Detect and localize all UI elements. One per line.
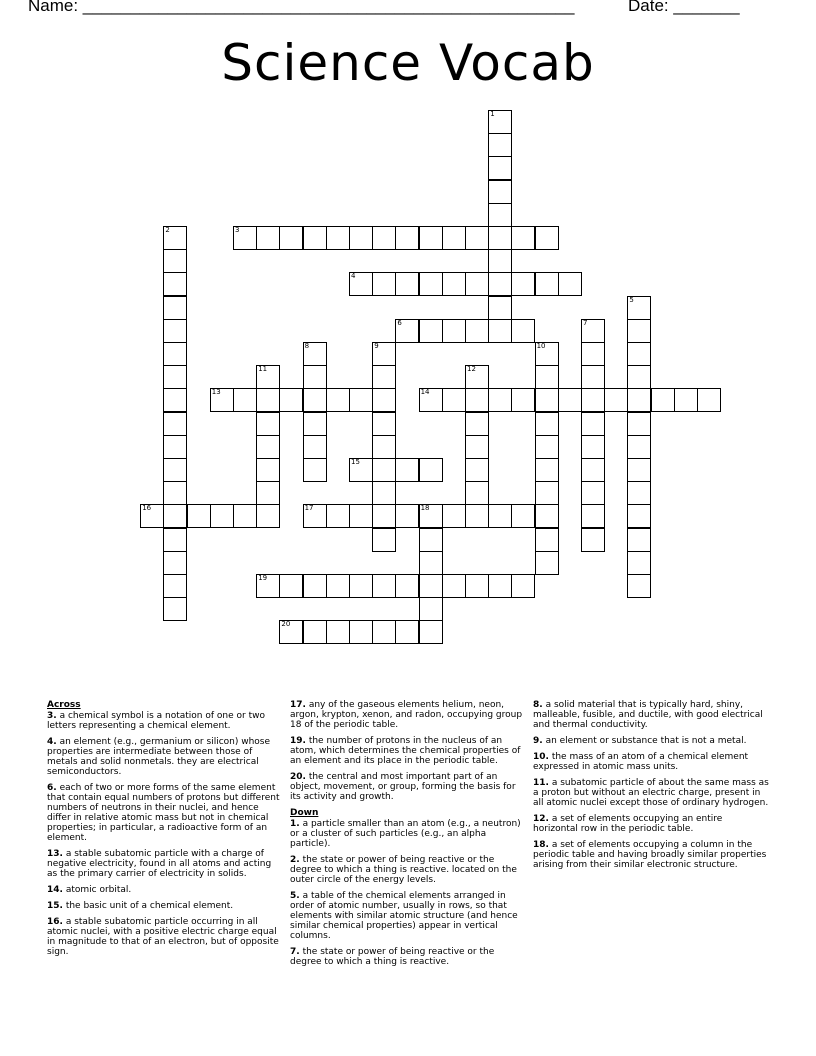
cell-number: 19 xyxy=(258,574,268,582)
clue-item xyxy=(47,917,283,957)
crossword-cell[interactable] xyxy=(256,226,280,250)
date-line: Date: _______ xyxy=(628,0,740,15)
crossword-cell[interactable] xyxy=(303,620,327,644)
crossword-cell[interactable] xyxy=(279,388,303,412)
crossword-cell[interactable] xyxy=(163,226,187,250)
crossword-cell[interactable] xyxy=(419,226,443,250)
cell-number: 9 xyxy=(374,342,379,350)
crossword-cell[interactable] xyxy=(535,272,559,296)
clue-item xyxy=(533,840,769,870)
name-line: Name: ____________________________________________________ xyxy=(28,0,575,15)
crossword-cell[interactable] xyxy=(372,481,396,505)
crossword-cell[interactable] xyxy=(395,272,419,296)
clue-item xyxy=(290,772,526,802)
crossword-cell[interactable] xyxy=(465,226,489,250)
crossword-cell[interactable] xyxy=(488,574,512,598)
clue-text: a table of the chemical elements arranged in order of atomic number, usually in rows, so that elements with similar atomic structure (and hence similar chemical properties) appear in vertical columns. xyxy=(290,891,518,941)
crossword-cell[interactable] xyxy=(372,272,396,296)
crossword-cell[interactable] xyxy=(651,388,675,412)
crossword-cell[interactable] xyxy=(627,342,651,366)
crossword-cell[interactable] xyxy=(488,226,512,250)
across-heading: Across xyxy=(47,700,81,710)
crossword-cell[interactable] xyxy=(558,388,582,412)
clue-number: 12. xyxy=(533,814,549,824)
crossword-cell[interactable] xyxy=(303,388,327,412)
crossword-cell[interactable] xyxy=(326,504,350,528)
clue-number: 1. xyxy=(290,819,300,829)
crossword-cell[interactable] xyxy=(163,365,187,389)
crossword-cell[interactable] xyxy=(442,226,466,250)
clue-text: the number of protons in the nucleus of an atom, which determines the chemical properties of an element and its place in the periodic table. xyxy=(290,736,521,766)
crossword-cell[interactable] xyxy=(488,133,512,157)
clue-number: 4. xyxy=(47,737,57,747)
crossword-cell[interactable] xyxy=(627,504,651,528)
crossword-cell[interactable] xyxy=(256,388,280,412)
crossword-cell[interactable] xyxy=(465,412,489,436)
crossword-cell[interactable] xyxy=(372,226,396,250)
clue-item xyxy=(290,891,526,941)
crossword-cell[interactable] xyxy=(465,574,489,598)
crossword-cell[interactable] xyxy=(488,272,512,296)
clue-item xyxy=(290,736,526,766)
clue-text: the basic unit of a chemical element. xyxy=(65,901,234,911)
crossword-cell[interactable] xyxy=(442,272,466,296)
crossword-cell[interactable] xyxy=(303,504,327,528)
crossword-cell[interactable] xyxy=(163,412,187,436)
crossword-cell[interactable] xyxy=(163,597,187,621)
crossword-cell[interactable] xyxy=(535,342,559,366)
crossword-cell[interactable] xyxy=(465,481,489,505)
crossword-cell[interactable] xyxy=(442,319,466,343)
clue-text: the central and most important part of an object, movement, or group, forming the basis for its activity and growth. xyxy=(290,772,516,802)
crossword-cell[interactable] xyxy=(581,481,605,505)
crossword-cell[interactable] xyxy=(395,620,419,644)
cell-number: 15 xyxy=(351,458,360,466)
crossword-cell[interactable] xyxy=(419,458,443,482)
crossword-cell[interactable] xyxy=(303,574,327,598)
crossword-cell[interactable] xyxy=(163,319,187,343)
clue-text: atomic orbital. xyxy=(65,885,132,895)
crossword-cell[interactable] xyxy=(395,319,419,343)
clues-column-2 xyxy=(290,700,526,973)
crossword-cell[interactable] xyxy=(627,412,651,436)
cell-number: 4 xyxy=(351,272,356,281)
crossword-cell[interactable] xyxy=(535,458,559,482)
crossword-cell[interactable] xyxy=(627,296,651,320)
crossword-cell[interactable] xyxy=(256,574,280,598)
clue-number: 19. xyxy=(290,736,306,746)
crossword-cell[interactable] xyxy=(627,365,651,389)
page-title: Science Vocab xyxy=(221,34,595,92)
crossword-cell[interactable] xyxy=(488,203,512,227)
clue-item xyxy=(533,814,769,834)
cell-number: 13 xyxy=(211,388,221,397)
cell-number: 14 xyxy=(420,388,430,397)
clue-number: 7. xyxy=(290,947,300,957)
crossword-cell[interactable] xyxy=(163,481,187,505)
crossword-cell[interactable] xyxy=(163,574,187,598)
crossword-cell[interactable] xyxy=(535,412,559,436)
crossword-cell[interactable] xyxy=(465,504,489,528)
crossword-cell[interactable] xyxy=(558,272,582,296)
clue-number: 11. xyxy=(533,778,549,788)
crossword-cell[interactable] xyxy=(465,319,489,343)
crossword-cell[interactable] xyxy=(326,574,350,598)
crossword-cell[interactable] xyxy=(395,458,419,482)
crossword-cell[interactable] xyxy=(279,620,303,644)
clue-item xyxy=(533,778,769,808)
clue-item xyxy=(290,700,526,730)
crossword-cell[interactable] xyxy=(697,388,721,412)
crossword-cell[interactable] xyxy=(627,388,651,412)
crossword-cell[interactable] xyxy=(465,435,489,459)
crossword-cell[interactable] xyxy=(303,458,327,482)
clue-text: a stable subatomic particle with a charge of negative electricity, found in all atoms and acting as the primary carrier of electricity in solids. xyxy=(47,849,272,879)
clue-number: 17. xyxy=(290,700,306,710)
crossword-cell[interactable] xyxy=(627,528,651,552)
cell-number: 3 xyxy=(235,226,240,234)
crossword-cell[interactable] xyxy=(372,574,396,598)
crossword-cell[interactable] xyxy=(604,388,628,412)
crossword-cell[interactable] xyxy=(372,342,396,366)
crossword-cell[interactable] xyxy=(535,551,559,575)
crossword-cell[interactable] xyxy=(535,226,559,250)
cell-number: 8 xyxy=(304,342,310,350)
crossword-cell[interactable] xyxy=(256,412,280,436)
crossword-cell[interactable] xyxy=(627,319,651,343)
crossword-cell[interactable] xyxy=(233,226,257,250)
crossword-cell[interactable] xyxy=(419,620,443,644)
crossword-cell[interactable] xyxy=(442,388,466,412)
crossword-cell[interactable] xyxy=(140,504,164,528)
crossword-cell[interactable] xyxy=(372,504,396,528)
crossword-cell[interactable] xyxy=(163,249,187,273)
clue-number: 5. xyxy=(290,891,300,901)
crossword-cell[interactable] xyxy=(488,156,512,180)
crossword-cell[interactable] xyxy=(395,226,419,250)
clue-text: each of two or more forms of the same element that contain equal numbers of protons but different numbers of neutrons in their nuclei, and hence differ in relative atomic mass but not in chemical properties; in particular, a radioactive form of an element. xyxy=(47,783,280,843)
clue-item xyxy=(47,885,283,895)
crossword-cell[interactable] xyxy=(372,412,396,436)
crossword-cell[interactable] xyxy=(372,365,396,389)
crossword-cell[interactable] xyxy=(511,319,535,343)
crossword-cell[interactable] xyxy=(372,458,396,482)
crossword-cell[interactable] xyxy=(488,319,512,343)
crossword-cell[interactable] xyxy=(488,180,512,204)
crossword-cell[interactable] xyxy=(326,226,350,250)
crossword-cell[interactable] xyxy=(442,574,466,598)
crossword-cell[interactable] xyxy=(349,272,373,296)
crossword-cell[interactable] xyxy=(256,435,280,459)
crossword-cell[interactable] xyxy=(163,272,187,296)
crossword-cell[interactable] xyxy=(581,435,605,459)
clue-text: the mass of an atom of a chemical element expressed in atomic mass units. xyxy=(533,752,749,772)
cell-number: 1 xyxy=(490,110,495,118)
crossword-cell[interactable] xyxy=(535,504,559,528)
crossword-cell[interactable] xyxy=(256,481,280,505)
crossword-cell[interactable] xyxy=(465,272,489,296)
crossword-cell[interactable] xyxy=(581,504,605,528)
crossword-cell[interactable] xyxy=(256,365,280,389)
cell-number: 12 xyxy=(467,365,476,374)
crossword-cell[interactable] xyxy=(488,388,512,412)
crossword-cell[interactable] xyxy=(326,388,350,412)
crossword-cell[interactable] xyxy=(349,504,373,528)
clue-number: 16. xyxy=(47,917,63,927)
crossword-cell[interactable] xyxy=(210,504,234,528)
crossword-cell[interactable] xyxy=(419,388,443,412)
crossword-cell[interactable] xyxy=(465,388,489,412)
clues-column-3 xyxy=(533,700,769,876)
clue-text: a chemical symbol is a notation of one or two letters representing a chemical element. xyxy=(47,711,265,731)
crossword-cell[interactable] xyxy=(163,296,187,320)
clue-item xyxy=(290,855,526,885)
crossword-cell[interactable] xyxy=(395,574,419,598)
crossword-cell[interactable] xyxy=(349,620,373,644)
crossword-cell[interactable] xyxy=(233,388,257,412)
crossword-cell[interactable] xyxy=(465,365,489,389)
cell-number: 5 xyxy=(629,295,634,304)
crossword-cell[interactable] xyxy=(256,458,280,482)
crossword-cell[interactable] xyxy=(488,110,512,134)
crossword-cell[interactable] xyxy=(256,504,280,528)
crossword-cell[interactable] xyxy=(581,528,605,552)
clue-item xyxy=(533,752,769,772)
cell-number: 16 xyxy=(142,504,152,513)
clue-text: the state or power of being reactive or the degree to which a thing is reactive. xyxy=(290,947,495,967)
crossword-cell[interactable] xyxy=(511,388,535,412)
crossword-cell[interactable] xyxy=(187,504,211,528)
crossword-cell[interactable] xyxy=(488,296,512,320)
cell-number: 10 xyxy=(536,342,546,350)
crossword-cell[interactable] xyxy=(581,388,605,412)
down-heading: Down xyxy=(290,808,319,818)
clue-item xyxy=(47,737,283,777)
clue-text: a set of elements occupying a column in the periodic table and having broadly similar properties arising from their similar electronic structure. xyxy=(533,840,767,870)
crossword-cell[interactable] xyxy=(442,504,466,528)
cell-number: 6 xyxy=(397,318,402,327)
crossword-cell[interactable] xyxy=(303,342,327,366)
clue-number: 13. xyxy=(47,849,63,859)
cell-number: 7 xyxy=(583,318,588,327)
crossword-cell[interactable] xyxy=(511,574,535,598)
clue-item xyxy=(47,849,283,879)
clue-number: 8. xyxy=(533,700,543,710)
crossword-cell[interactable] xyxy=(627,458,651,482)
crossword-cell[interactable] xyxy=(303,435,327,459)
cell-number: 18 xyxy=(420,504,430,513)
crossword-cell[interactable] xyxy=(511,504,535,528)
clue-number: 10. xyxy=(533,752,549,762)
clue-number: 9. xyxy=(533,736,543,746)
clue-number: 6. xyxy=(47,783,57,793)
crossword-cell[interactable] xyxy=(163,388,187,412)
clue-item xyxy=(290,947,526,967)
crossword-cell[interactable] xyxy=(349,226,373,250)
clue-text: an element or substance that is not a metal. xyxy=(545,736,747,746)
clue-number: 14. xyxy=(47,885,63,895)
clue-number: 2. xyxy=(290,855,300,865)
crossword-cell[interactable] xyxy=(303,365,327,389)
crossword-cell[interactable] xyxy=(303,226,327,250)
cell-number: 11 xyxy=(258,365,268,374)
crossword-cell[interactable] xyxy=(419,272,443,296)
cell-number: 20 xyxy=(281,620,291,629)
crossword-cell[interactable] xyxy=(279,574,303,598)
crossword-cell[interactable] xyxy=(581,319,605,343)
crossword-cell[interactable] xyxy=(535,388,559,412)
clue-number: 20. xyxy=(290,772,306,782)
crossword-cell[interactable] xyxy=(488,504,512,528)
clue-number: 18. xyxy=(533,840,549,850)
crossword-cell[interactable] xyxy=(163,342,187,366)
crossword-cell[interactable] xyxy=(233,504,257,528)
crossword-cell[interactable] xyxy=(627,551,651,575)
clue-item xyxy=(47,901,283,911)
crossword-cell[interactable] xyxy=(488,249,512,273)
clue-text: an element (e.g., germanium or silicon) whose properties are intermediate between those of metals and solid nonmetals. they are electrical semiconductors. xyxy=(47,737,271,777)
clue-text: any of the gaseous elements helium, neon, argon, krypton, xenon, and radon, occupying group 18 of the periodic table. xyxy=(290,700,523,730)
clue-item xyxy=(47,783,283,843)
crossword-cell[interactable] xyxy=(627,435,651,459)
crossword-cell[interactable] xyxy=(581,458,605,482)
crossword-cell[interactable] xyxy=(419,319,443,343)
cell-number: 17 xyxy=(304,504,314,513)
crossword-cell[interactable] xyxy=(210,388,234,412)
crossword-cell[interactable] xyxy=(535,528,559,552)
clues-column-1 xyxy=(47,700,283,963)
crossword-cell[interactable] xyxy=(465,458,489,482)
clue-text: the state or power of being reactive or the degree to which a thing is reactive. located on the outer circle of the energy levels. xyxy=(290,855,517,885)
cell-number: 2 xyxy=(165,226,170,234)
clue-text: a subatomic particle of about the same mass as a proton but without an electric charge, present in all atomic nuclei except those of ordinary hydrogen. xyxy=(533,778,769,808)
clue-item xyxy=(533,736,769,746)
crossword-cell[interactable] xyxy=(535,435,559,459)
crossword-cell[interactable] xyxy=(419,504,443,528)
crossword-cell[interactable] xyxy=(511,272,535,296)
crossword-cell[interactable] xyxy=(419,528,443,552)
crossword-cell[interactable] xyxy=(163,458,187,482)
crossword-cell[interactable] xyxy=(372,435,396,459)
crossword-cell[interactable] xyxy=(303,412,327,436)
crossword-cell[interactable] xyxy=(349,458,373,482)
clue-text: a set of elements occupying an entire horizontal row in the periodic table. xyxy=(533,814,723,834)
clue-number: 3. xyxy=(47,711,57,721)
clue-item xyxy=(533,700,769,730)
crossword-cell[interactable] xyxy=(419,597,443,621)
crossword-cell[interactable] xyxy=(349,388,373,412)
crossword-cell[interactable] xyxy=(674,388,698,412)
clue-item xyxy=(290,819,526,849)
crossword-cell[interactable] xyxy=(581,342,605,366)
crossword-cell[interactable] xyxy=(349,574,373,598)
clue-text: a particle smaller than an atom (e.g., a neutron) or a cluster of such particles (e.g., an alpha particle). xyxy=(290,819,521,849)
crossword-cell[interactable] xyxy=(372,620,396,644)
crossword-cell[interactable] xyxy=(372,388,396,412)
crossword-cell[interactable] xyxy=(581,412,605,436)
crossword-cell[interactable] xyxy=(372,528,396,552)
clue-number: 15. xyxy=(47,901,63,911)
crossword-cell[interactable] xyxy=(535,481,559,505)
crossword-cell[interactable] xyxy=(419,574,443,598)
crossword-cell[interactable] xyxy=(326,620,350,644)
crossword-cell[interactable] xyxy=(163,504,187,528)
crossword-cell[interactable] xyxy=(163,435,187,459)
crossword-cell[interactable] xyxy=(627,574,651,598)
crossword-cell[interactable] xyxy=(627,481,651,505)
clue-text: a solid material that is typically hard, shiny, malleable, fusible, and ductile, with good electrical and thermal conductivity. xyxy=(533,700,763,730)
crossword-cell[interactable] xyxy=(419,551,443,575)
clue-item xyxy=(47,711,283,731)
crossword-cell[interactable] xyxy=(511,226,535,250)
crossword-cell[interactable] xyxy=(395,504,419,528)
crossword-cell[interactable] xyxy=(581,365,605,389)
clue-text: a stable subatomic particle occurring in all atomic nuclei, with a positive electric charge equal in magnitude to that of an electron, but of opposite sign. xyxy=(47,917,279,957)
crossword-cell[interactable] xyxy=(535,365,559,389)
crossword-cell[interactable] xyxy=(279,226,303,250)
crossword-cell[interactable] xyxy=(163,551,187,575)
crossword-cell[interactable] xyxy=(163,528,187,552)
